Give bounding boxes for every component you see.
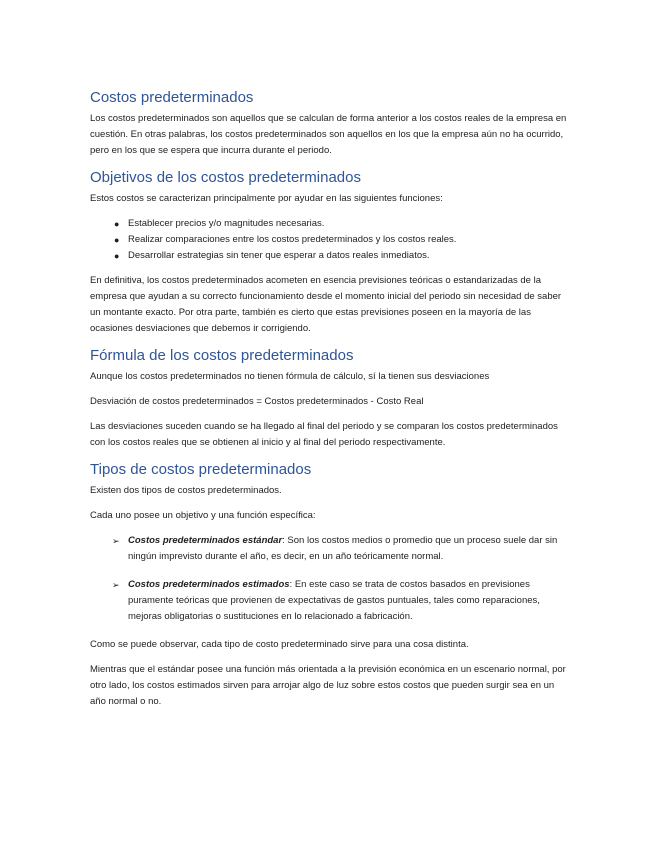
section-heading: Costos predeterminados xyxy=(90,89,254,106)
list-item-text: Desarrollar estrategias sin tener que esperar a datos reales inmediatos. xyxy=(128,250,430,261)
list-item xyxy=(90,248,568,264)
paragraph: Mientras que el estándar posee una función más orientada a la previsión económica en un escenario normal, por otro lado, los costos estimados sirven para arrojar algo de luz sobre estos costos que pueden surgir sea en un año normal o no. xyxy=(90,664,566,707)
section-objetivos xyxy=(90,168,568,337)
document-body xyxy=(90,88,568,719)
section-heading: Fórmula de los costos predeterminados xyxy=(90,347,354,364)
list-item-text: Establecer precios y/o magnitudes necesarias. xyxy=(128,218,325,229)
arrow-bullet-icon: ➢ xyxy=(112,536,120,546)
section-heading: Tipos de costos predeterminados xyxy=(90,461,312,478)
section-tipos xyxy=(90,460,568,710)
bullet-list xyxy=(90,216,568,264)
paragraph: Cada uno posee un objetivo y una función específica: xyxy=(90,510,316,521)
type-term: Costos predeterminados estimados xyxy=(128,579,290,590)
formula-line: Desviación de costos predeterminados = Costos predeterminados - Costo Real xyxy=(90,396,424,407)
bullet-icon: ● xyxy=(114,235,120,245)
list-item xyxy=(90,216,568,232)
paragraph: Estos costos se caracterizan principalmente por ayudar en las siguientes funciones: xyxy=(90,193,443,204)
section-formula xyxy=(90,346,568,451)
bullet-icon: ● xyxy=(114,219,120,229)
list-item xyxy=(90,533,568,565)
paragraph: Aunque los costos predeterminados no tienen fórmula de cálculo, sí la tienen sus desviaciones xyxy=(90,371,490,382)
type-description: : En este caso se trata de costos basados en previsiones puramente teóricas que provienen de expectativas de gastos puntuales, tales como reparaciones, mejoras obligatorias o sustituciones en lo relacionado a fabricación. xyxy=(128,579,540,622)
list-item xyxy=(90,577,568,625)
bullet-icon: ● xyxy=(114,251,120,261)
type-description: : Son los costos medios o promedio que un proceso suele dar sin ningún imprevisto durante el año, es decir, en un año teóricamente normal. xyxy=(128,535,558,562)
section-costos-predeterminados xyxy=(90,88,568,159)
list-item-text: Realizar comparaciones entre los costos predeterminados y los costos reales. xyxy=(128,234,457,245)
section-heading: Objetivos de los costos predeterminados xyxy=(90,169,361,186)
list-item xyxy=(90,232,568,248)
paragraph: Las desviaciones suceden cuando se ha llegado al final del periodo y se comparan los costos predeterminados con los costos reales que se obtienen al inicio y al final del periodo respectivamente. xyxy=(90,421,558,448)
paragraph: Como se puede observar, cada tipo de costo predeterminado sirve para una cosa distinta. xyxy=(90,639,469,650)
type-term: Costos predeterminados estándar xyxy=(128,535,283,546)
arrow-list xyxy=(90,533,568,625)
arrow-bullet-icon: ➢ xyxy=(112,580,120,590)
paragraph: En definitiva, los costos predeterminados acometen en esencia previsiones teóricas o estandarizadas de la empresa que ayudan a su correcto funcionamiento desde el momento inicial del periodo sin necesidad de saber un montante exacto. Por otra parte, también es cierto que estas previsiones poseen en la mayoría de las ocasiones desviaciones que debemos ir corrigiendo. xyxy=(90,275,562,334)
paragraph: Los costos predeterminados son aquellos que se calculan de forma anterior a los costos reales de la empresa en cuestión. En otras palabras, los costos predeterminados son aquellos en los que la empresa aún no ha ocurrido, pero en los que se espera que incurra durante el periodo. xyxy=(90,113,567,156)
paragraph: Existen dos tipos de costos predeterminados. xyxy=(90,485,282,496)
